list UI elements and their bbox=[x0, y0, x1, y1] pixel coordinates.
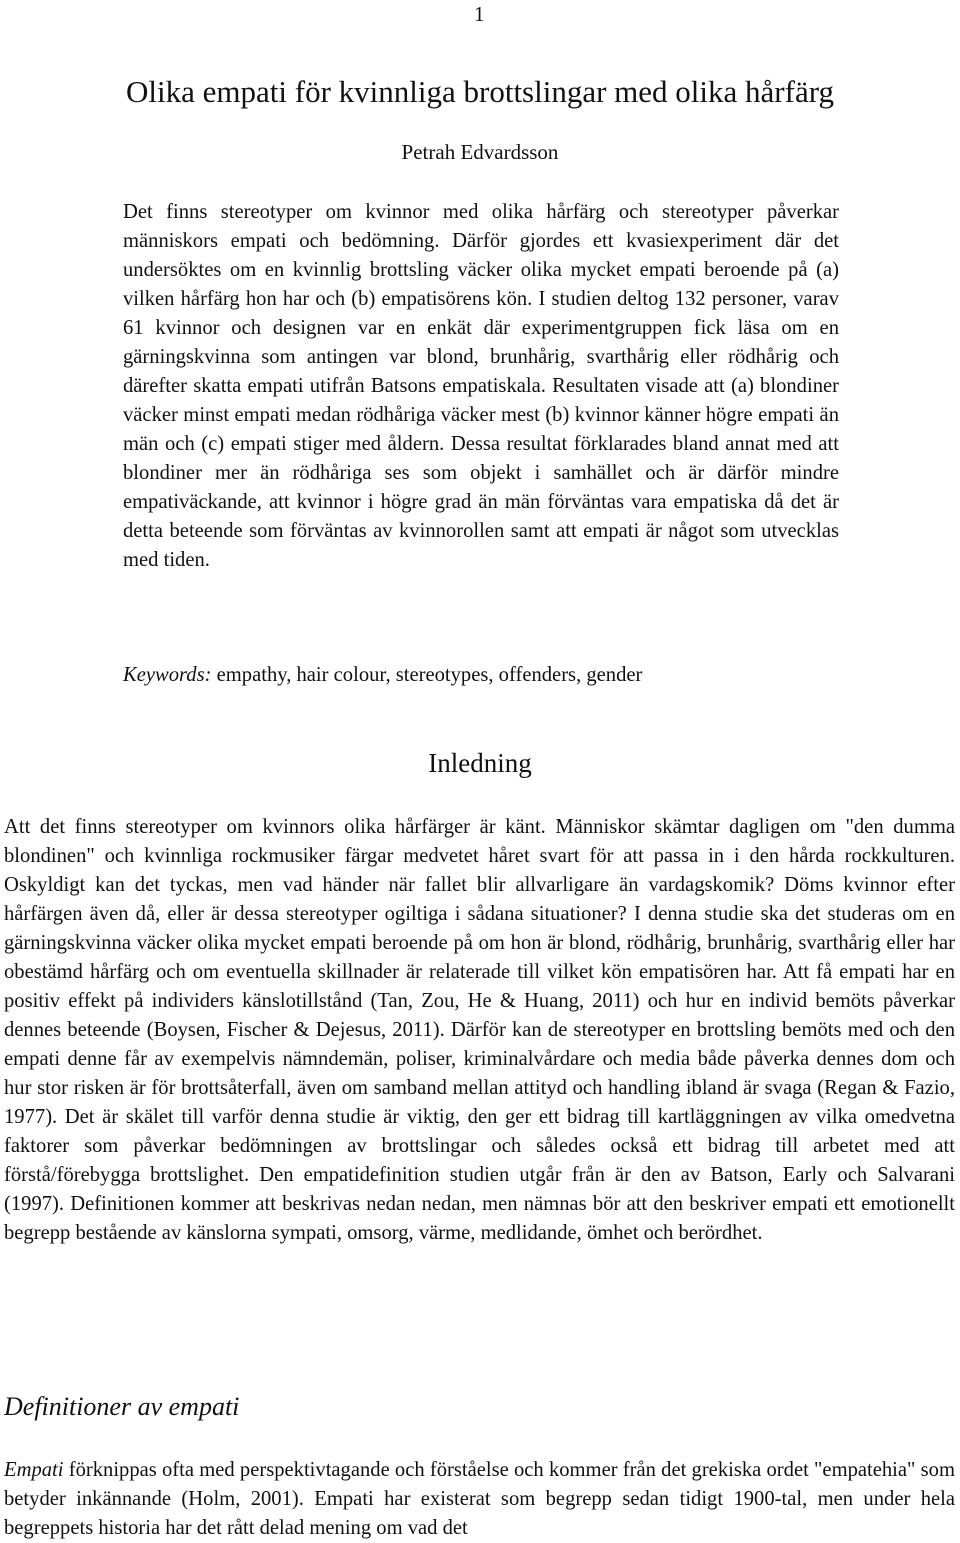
keywords-list: empathy, hair colour, stereotypes, offenders, gender bbox=[216, 664, 643, 686]
abstract-text: Det finns stereotyper om kvinnor med olika hårfärg och stereotyper påverkar människors empati och bedömning. Därför gjordes ett kvasiexperiment där det undersöktes om en kvinnlig brottsling väcker olika mycket empati beroende på (a) vilken hårfärg hon har och (b) empatisörens kön. I studien deltog 132 personer, varav 61 kvinnor och designen var en enkät där experimentgruppen fick läsa om en gärningskvinna som antingen var blond, brunhårig, svarthårig eller rödhårig och därefter skatta empati utifrån Batsons empatiskala. Resultaten visade att (a) blondiner väcker minst empati medan rödhåriga väcker mest (b) kvinnor känner högre empati än män och (c) empati stiger med åldern. Dessa resultat förklarades bland annat med att blondiner mer än rödhåriga ses som objekt i samhället och är därför mindre empativäckande, att kvinnor i högre grad än män förväntas vara empatiska då det är detta beteende som förväntas av kvinnorollen samt att empati är något som utvecklas med tiden. bbox=[123, 201, 839, 571]
subheading-definitions: Definitioner av empati bbox=[4, 1392, 240, 1421]
definitions-text bbox=[4, 1456, 955, 1543]
keywords-line bbox=[123, 661, 883, 690]
author-name: Petrah Edvardsson bbox=[401, 140, 559, 164]
introduction-text: Att det finns stereotyper om kvinnors olika hårfärger är känt. Människor skämtar dagligen om "den dumma blondinen" och kvinnliga rockmusiker färgar medvetet håret svart för att passa in i den hårda rockkulturen. Oskyldigt kan det tyckas, men vad händer när fallet blir allvarligare än vardagskomik? Döms kvinnor efter hårfärgen även då, eller är dessa stereotyper ogiltiga i sådana situationer? I denna studie ska det studeras om en gärningskvinna väcker olika mycket empati beroende på om hon är blond, rödhårig, brunhårig, svarthårig eller har obestämd hårfärg och om eventuella skillnader är relaterade till vilket kön empatisören har. Att få empati har en positiv effekt på individers känslotillstånd (Tan, Zou, He & Huang, 2011) och hur en individ bemöts påverkar dennes beteende (Boysen, Fischer & Dejesus, 2011). Därför kan de stereotyper en brottsling bemöts med och den empati denne får av exempelvis nämndemän, poliser, kriminalvårdare och media både påverka dennes dom och hur stor risken är för brottsåterfall, även om samband mellan attityd och handling ibland är svaga (Regan & Fazio, 1977). Det är skälet till varför denna studie är viktig, den ger ett bidrag till kartläggningen av vilka omedvetna faktorer som påverkar bedömningen av brottslingar och således också ett bidrag till arbetet med att förstå/förebygga brottslighet. Den empatidefinition studien utgår från är den av Batson, Early och Salvarani (1997). Definitionen kommer att beskrivas nedan nedan, men nämnas bör att den beskriver empati ett emotionellt begrepp bestående av känslorna sympati, omsorg, värme, medlidande, ömhet och berördhet. bbox=[4, 816, 955, 1244]
page-number: 1 bbox=[474, 2, 485, 26]
paper-title: Olika empati för kvinnliga brottslingar med olika hårfärg bbox=[126, 74, 834, 109]
definition-body: förknippas ofta med perspektivtagande och förståelse och kommer från det grekiska ordet "empatehia" som betyder inkännande (Holm, 2001). Empati har existerat som begrepp sedan tidigt 1900-tal, men under hela begreppets historia har det rått delad mening om vad det bbox=[4, 1459, 955, 1539]
definition-term: Empati bbox=[4, 1459, 64, 1481]
section-heading-introduction: Inledning bbox=[428, 748, 532, 778]
keywords-label: Keywords: bbox=[123, 664, 212, 686]
